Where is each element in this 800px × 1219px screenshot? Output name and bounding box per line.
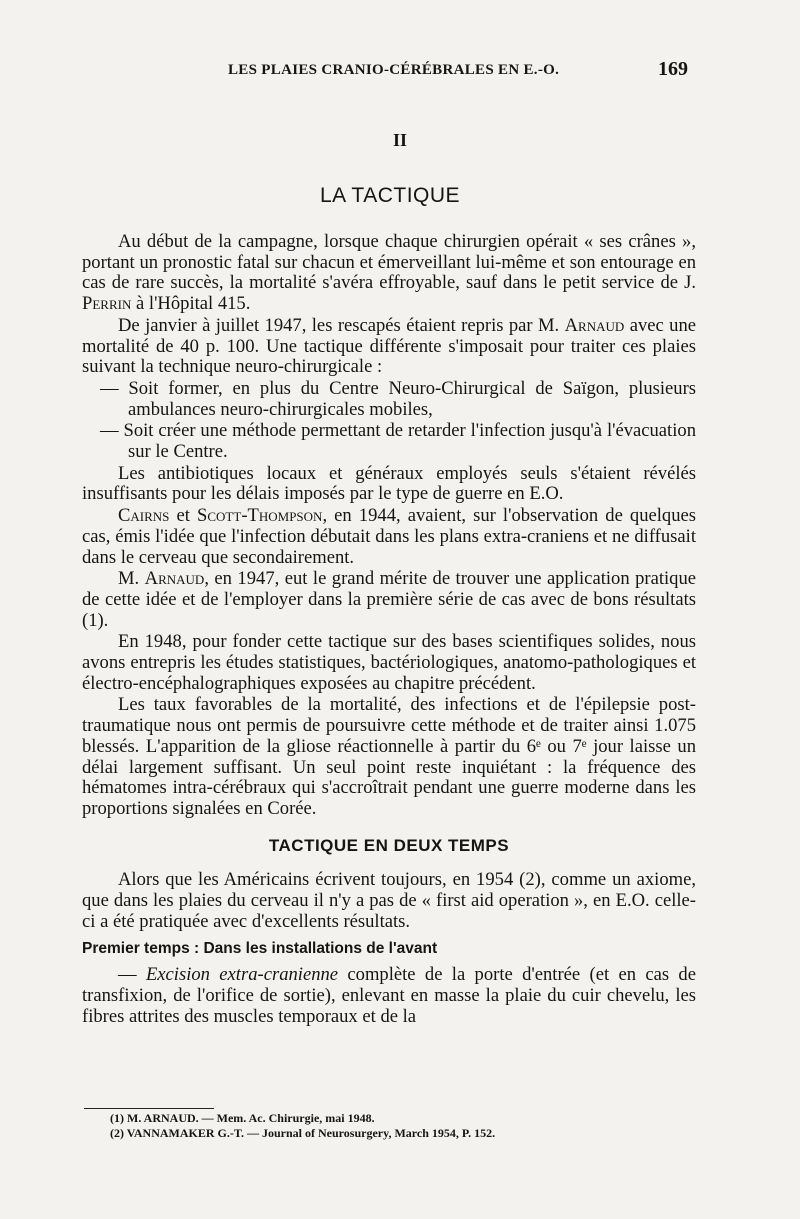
- dash-item-2: [82, 421, 696, 462]
- paragraph-7: Les taux favorables de la mortalité, des infections et de l'épilepsie post-traumatique nous ont permis de poursuivre cette méthode et de traiter ainsi 1.075 blessés. L'apparition de la gliose réactionnelle à partir du 6ᵉ ou 7ᵉ jour laisse un délai largement suffisant. Un seul point reste inquiétant : la fréquence des hématomes intra-cérébraux qui s'accroîtrait pendant une guerre moderne dans les proportions signalées en Corée.: [82, 694, 696, 819]
- paragraph-2: [82, 316, 696, 378]
- paragraph-9: [82, 965, 696, 1027]
- paragraph-5-m: M.: [118, 568, 140, 590]
- footnote-rule: [84, 1108, 214, 1109]
- paragraph-9-emphasis: Excision extra-cranienne: [145, 964, 339, 986]
- author-name-scott-thompson: Scott-Thompson: [197, 505, 323, 527]
- author-name-arnaud: Arnaud: [564, 314, 625, 336]
- paragraph-9-text: complète de la porte d'entrée (et en cas de transfixion, de l'orifice de sortie), enlevant en masse la plaie du cuir chevelu, les fibres attrites des muscles temporaux et de la: [82, 964, 696, 1027]
- running-title: LES PLAIES CRANIO-CÉRÉBRALES EN E.-O.: [228, 62, 560, 78]
- dash-item-2-text: — Soit créer une méthode permettant de retarder l'infection jusqu'à l'évacuation sur le Centre.: [100, 420, 696, 463]
- conjunction-et: et: [176, 505, 190, 527]
- footnote-1: (1) M. ARNAUD. — Mem. Ac. Chirurgie, mai 1948.: [110, 1111, 375, 1125]
- paragraph-4-text: , en 1944, avaient, sur l'observation de quelques cas, émis l'idée que l'infection débutait dans les plans extra-craniens et ne diffusait dans le cerveau que secondairement.: [82, 505, 697, 568]
- paragraph-3: Les antibiotiques locaux et généraux employés seuls s'étaient révélés insuffisants pour les délais imposés par le type de guerre en E.O.: [82, 462, 696, 505]
- body-text: [82, 232, 696, 1027]
- paragraph-1: [82, 232, 696, 315]
- dash-item-1-text: — Soit former, en plus du Centre Neuro-Chirurgical de Saïgon, plusieurs ambulances neuro-chirurgicales mobiles,: [100, 377, 696, 420]
- paragraph-2-start: De janvier à juillet 1947, les rescapés étaient repris par M.: [118, 314, 560, 336]
- paragraph-8: Alors que les Américains écrivent toujours, en 1954 (2), comme un axiome, que dans les plaies du cerveau il n'y a pas de « first aid operation », en E.O. celle-ci a été pratiquée avec d'excellents résultats.: [82, 869, 696, 932]
- footnotes: [110, 1111, 710, 1141]
- paragraph-2-end: avec une mortalité de 40 p. 100. Une tactique différente s'imposait pour traiter ces plaies suivant la technique neuro-chirurgicale :: [82, 314, 696, 378]
- footnote-2: (2) VANNAMAKER G.-T. — Journal of Neurosurgery, March 1954, P. 152.: [110, 1126, 496, 1140]
- paragraph-1-end: à l'Hôpital 415.: [136, 293, 251, 315]
- section-numeral: II: [392, 130, 407, 150]
- page-number: 169: [658, 58, 688, 80]
- paragraph-6: En 1948, pour fonder cette tactique sur des bases scientifiques solides, nous avons entrepris les études statistiques, bactériologiques, anatomo-pathologiques et électro-encéphalographiques exposées au chapitre précédent.: [82, 631, 696, 694]
- author-name-arnaud-2: Arnaud: [144, 568, 205, 590]
- section-title: LA TACTIQUE: [319, 184, 461, 207]
- subsection-title: TACTIQUE EN DEUX TEMPS: [268, 835, 510, 855]
- sub-subsection-heading: Premier temps : Dans les installations de l'avant: [82, 939, 438, 957]
- paragraph-1-text: Au début de la campagne, lorsque chaque chirurgien opérait « ses crânes », portant un pronostic fatal sur chacun et émerveillant lui-même et son entourage en cas de rare succès, la mortalité s'avéra effroyable, sauf dans le petit service de J.: [82, 231, 696, 294]
- paragraph-4: [82, 506, 696, 568]
- paragraph-5-text: , en 1947, eut le grand mérite de trouver une application pratique de cette idée et de l'employer dans la première série de cas avec de bons résultats (1).: [82, 568, 696, 631]
- paragraph-5: [82, 569, 696, 631]
- author-name-cairns: Cairns: [118, 505, 170, 527]
- paragraph-9-dash: —: [118, 964, 137, 986]
- author-name-perrin: Perrin: [82, 293, 132, 315]
- dash-item-1: [82, 379, 696, 420]
